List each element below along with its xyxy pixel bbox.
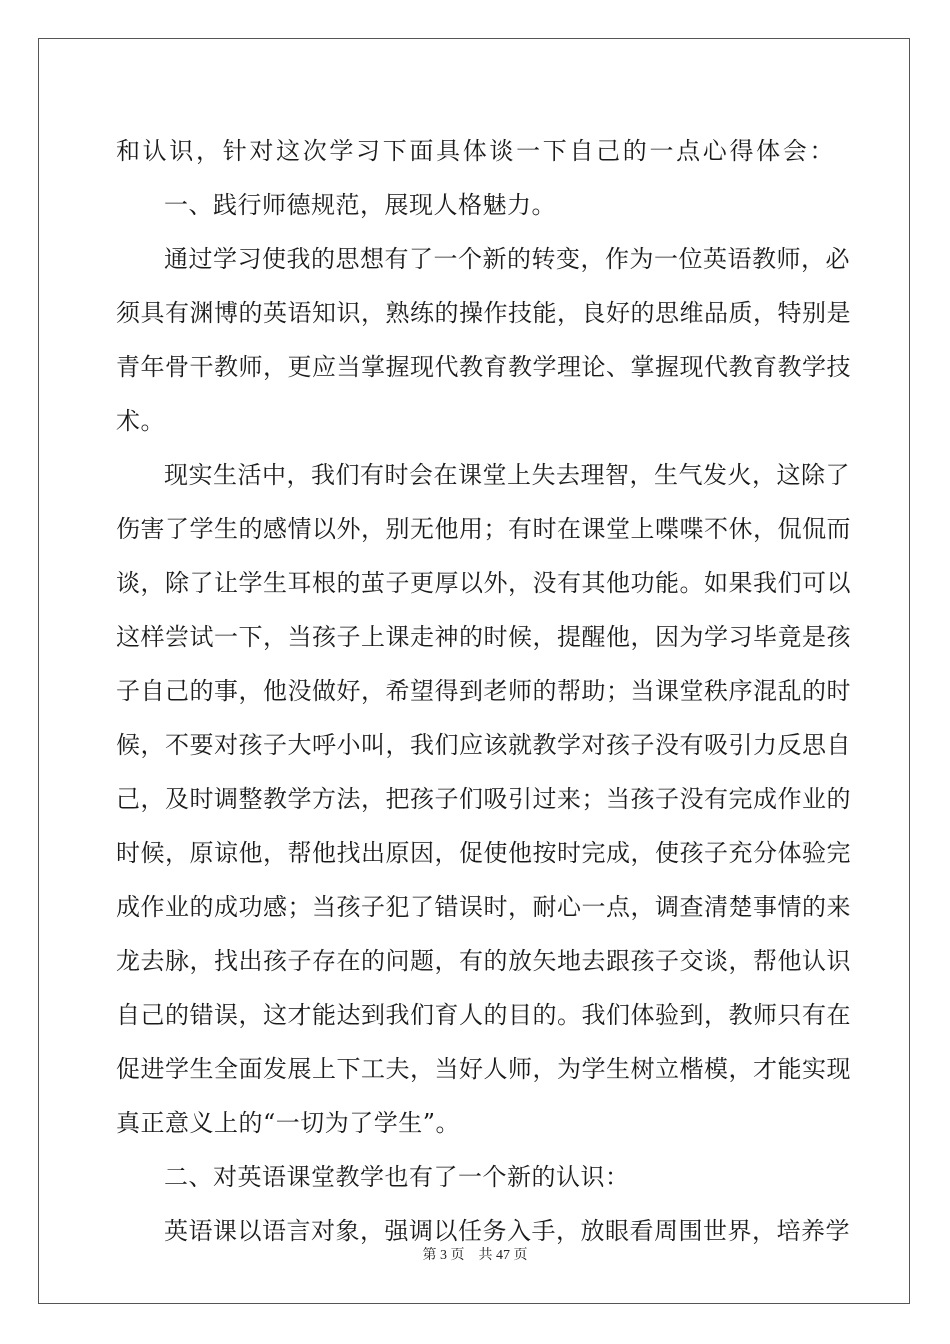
- text-line: 须具有渊博的英语知识，熟练的操作技能，良好的思维品质，特别是: [116, 299, 851, 327]
- text-line: 自己的错误，这才能达到我们育人的目的。我们体验到，教师只有在: [116, 1001, 851, 1029]
- text-line: 时候，原谅他，帮他找出原因，促使他按时完成，使孩子充分体验完: [116, 839, 851, 867]
- text-line: 子自己的事，他没做好，希望得到老师的帮助；当课堂秩序混乱的时: [116, 677, 851, 705]
- text-line: 龙去脉，找出孩子存在的问题，有的放矢地去跟孩子交谈，帮他认识: [116, 947, 851, 975]
- text-line: 现实生活中，我们有时会在课堂上失去理智，生气发火，这除了: [164, 461, 850, 489]
- text-line: 伤害了学生的感情以外，别无他用；有时在课堂上喋喋不休，侃侃而: [116, 515, 851, 543]
- text-line: 这样尝试一下，当孩子上课走神的时候，提醒他，因为学习毕竟是孩: [116, 623, 851, 651]
- section-heading: 二、对英语课堂教学也有了一个新的认识：: [164, 1163, 630, 1191]
- text-line: 青年骨干教师，更应当掌握现代教育教学理论、掌握现代教育教学技: [116, 353, 851, 381]
- text-line: 和认识，针对这次学习下面具体谈一下自己的一点心得体会：: [116, 137, 834, 165]
- text-line: 英语课以语言对象，强调以任务入手，放眼看周围世界，培养学: [164, 1217, 850, 1245]
- text-line: 谈，除了让学生耳根的茧子更厚以外，没有其他功能。如果我们可以: [116, 569, 851, 597]
- document-body: [116, 124, 851, 1258]
- text-line: 通过学习使我的思想有了一个新的转变，作为一位英语教师，必: [164, 245, 850, 273]
- section-heading: 一、践行师德规范，展现人格魅力。: [164, 191, 556, 219]
- text-line: 己，及时调整教学方法，把孩子们吸引过来；当孩子没有完成作业的: [116, 785, 851, 813]
- page-footer: 第 3 页 共 47 页: [422, 1248, 528, 1263]
- text-line: 术。: [116, 407, 165, 435]
- text-line: 促进学生全面发展上下工夫，当好人师，为学生树立楷模，才能实现: [116, 1055, 851, 1083]
- text-line: 真正意义上的“一切为了学生”。: [116, 1109, 461, 1137]
- text-line: 成作业的成功感；当孩子犯了错误时，耐心一点，调查清楚事情的来: [116, 893, 851, 921]
- text-line: 候，不要对孩子大呼小叫，我们应该就教学对孩子没有吸引力反思自: [116, 731, 851, 759]
